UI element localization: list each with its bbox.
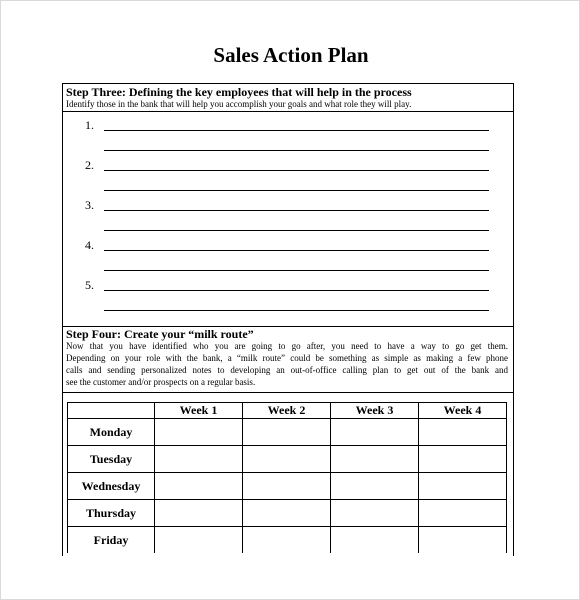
write-line[interactable] xyxy=(104,270,489,271)
paragraph-line: calls and sending personalized notes to developing an out-of-office calling plan to get out of the bank and xyxy=(66,365,508,375)
table-row xyxy=(68,473,507,500)
paragraph-line: see the customer and/or prospects on a regular basis. xyxy=(66,377,256,387)
row-label: Tuesday xyxy=(68,446,155,473)
step-four-heading: Step Four: Create your “milk route” xyxy=(66,327,254,341)
form-box xyxy=(62,83,514,556)
schedule-cell[interactable] xyxy=(243,527,331,554)
schedule-cell[interactable] xyxy=(331,527,419,554)
schedule-cell[interactable] xyxy=(155,500,243,527)
divider xyxy=(63,111,513,112)
table-row xyxy=(68,500,507,527)
table-header-row xyxy=(68,403,507,419)
schedule-cell[interactable] xyxy=(155,419,243,446)
item-number: 2. xyxy=(85,158,94,172)
item-number: 5. xyxy=(85,278,94,292)
schedule-cell[interactable] xyxy=(155,473,243,500)
write-line[interactable] xyxy=(104,210,489,211)
column-header: Week 4 xyxy=(419,403,507,419)
item-number: 1. xyxy=(85,118,94,132)
write-line[interactable] xyxy=(104,230,489,231)
corner-cell xyxy=(68,403,155,419)
write-line[interactable] xyxy=(104,170,489,171)
schedule-cell[interactable] xyxy=(419,473,507,500)
table-row xyxy=(68,419,507,446)
schedule-cell[interactable] xyxy=(155,446,243,473)
divider xyxy=(63,392,513,393)
schedule-cell[interactable] xyxy=(243,446,331,473)
schedule-cell[interactable] xyxy=(331,419,419,446)
schedule-cell[interactable] xyxy=(419,446,507,473)
schedule-cell[interactable] xyxy=(243,473,331,500)
write-line[interactable] xyxy=(104,310,489,311)
row-label: Monday xyxy=(68,419,155,446)
schedule-cell[interactable] xyxy=(331,500,419,527)
schedule-cell[interactable] xyxy=(331,473,419,500)
write-line[interactable] xyxy=(104,290,489,291)
column-header: Week 2 xyxy=(243,403,331,419)
row-label: Thursday xyxy=(68,500,155,527)
step-three-subtitle: Identify those in the bank that will help you accomplish your goals and what role they will play. xyxy=(66,99,412,109)
row-label: Wednesday xyxy=(68,473,155,500)
write-line[interactable] xyxy=(104,130,489,131)
write-line[interactable] xyxy=(104,150,489,151)
item-number: 4. xyxy=(85,238,94,252)
step-four-paragraph xyxy=(66,340,508,388)
item-number: 3. xyxy=(85,198,94,212)
write-line[interactable] xyxy=(104,190,489,191)
column-header: Week 1 xyxy=(155,403,243,419)
page-title: Sales Action Plan xyxy=(213,43,369,67)
schedule-cell[interactable] xyxy=(155,527,243,554)
step-three-heading: Step Three: Defining the key employees that will help in the process xyxy=(66,85,412,99)
paragraph-line: Depending on your role with the bank, a “milk route” could be something as simple as making a few phone xyxy=(66,353,508,363)
paragraph-line: Now that you have identified who you are going to go after, you need to have a way to go get them. xyxy=(66,341,508,351)
write-line[interactable] xyxy=(104,250,489,251)
weekly-schedule-table xyxy=(67,402,507,553)
schedule-cell[interactable] xyxy=(331,446,419,473)
row-label: Friday xyxy=(68,527,155,554)
schedule-cell[interactable] xyxy=(419,527,507,554)
schedule-cell[interactable] xyxy=(243,500,331,527)
schedule-cell[interactable] xyxy=(419,500,507,527)
schedule-cell[interactable] xyxy=(243,419,331,446)
table-row xyxy=(68,527,507,554)
schedule-cell[interactable] xyxy=(419,419,507,446)
column-header: Week 3 xyxy=(331,403,419,419)
table-row xyxy=(68,446,507,473)
